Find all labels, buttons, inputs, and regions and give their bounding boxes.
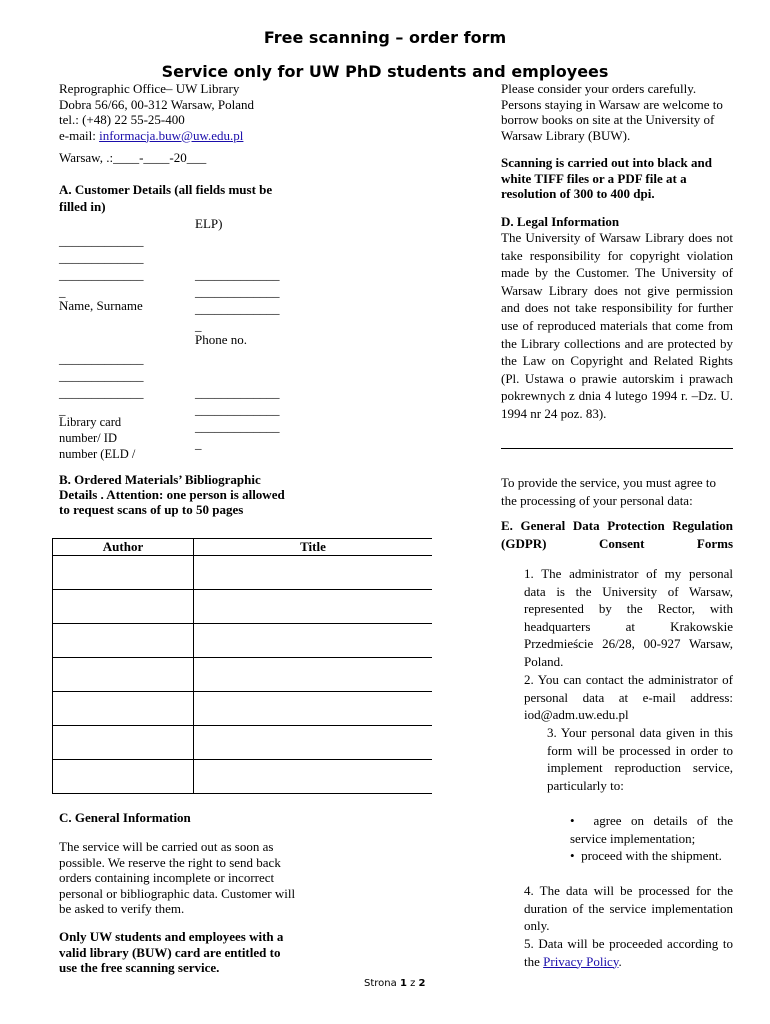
section-b-heading: B. Ordered Materials’ Bibliographic Details . Attention: one person is allowed to request scans of up to 50 pages [59, 472, 285, 517]
phone-blanks [195, 266, 280, 334]
consider-text: Please consider your orders carefully. Persons staying in Warsaw are welcome to borrow books on site at the University of Warsaw Library (BUW). [501, 81, 723, 143]
section-d-heading: D. Legal Information [501, 214, 620, 229]
section-d-text: The University of Warsaw Library does not take responsibility for copyright violation made by the Customer. The University of Warsaw Library does not give permission and does not take responsibility for further use of reproduced materials that come from the Library collections and are protected by the Law on Copyright and Related Rights (Pl. Ustawa o prawie autorskim i prawach pokrewnych z dnia 4 lutego 1994 r. –Dz. U. 1994 nr 24 poz. 83). [501, 230, 733, 421]
email-label: e-mail: [59, 127, 100, 143]
table-row [53, 726, 433, 760]
name-blanks [59, 232, 144, 300]
office-name: Reprographic Office– UW Library [59, 81, 240, 96]
title-cell[interactable] [194, 726, 433, 760]
title-cell[interactable] [194, 658, 433, 692]
divider [501, 448, 733, 449]
table-row [53, 624, 433, 658]
email-link[interactable]: informacja.buw@uw.edu.pl [99, 127, 244, 143]
title-column-header: Title [194, 539, 433, 556]
section-c-note: Only UW students and employees with a valid library (BUW) card are entitled to use the free scanning service. [59, 929, 284, 975]
section-a-heading: A. Customer Details (all fields must be filled in) [59, 182, 273, 214]
page-total: 2 [418, 978, 426, 989]
gdpr-item-3: 3. Your personal data given in this form will be processed in order to implement reproduction service, particularly to: [547, 725, 733, 793]
table-header-row [53, 539, 433, 556]
table-row [53, 658, 433, 692]
author-cell[interactable] [53, 726, 194, 760]
materials-table [52, 538, 432, 794]
office-tel: tel.: (+48) 22 55-25-400 [59, 112, 185, 127]
author-column-header: Author [53, 539, 194, 556]
name-surname-label: Name, Surname [59, 298, 143, 313]
blank-line: _____________ [195, 385, 280, 400]
blank-line: _____________ [195, 267, 280, 282]
section-c-heading: C. General Information [59, 810, 191, 825]
gdpr-item-2: 2. You can contact the administrator of personal data at e-mail address: iod@adm.uw.edu.pl [524, 672, 733, 723]
bullet-text: agree on details of the service implementation; [570, 813, 733, 846]
gdpr-bullet-1 [570, 812, 733, 847]
section-e-intro: To provide the service, you must agree to the processing of your personal data: [501, 475, 716, 508]
office-address: Dobra 56/66, 00-312 Warsaw, Poland [59, 96, 255, 112]
bullet-text: proceed with the shipment. [581, 848, 722, 863]
blank-line: _____________ [59, 368, 144, 383]
author-cell[interactable] [53, 692, 194, 726]
blank-line: _____________ [195, 301, 280, 316]
page-sep: z [406, 978, 419, 989]
blank-line: _____________ [195, 419, 280, 434]
blank-line: _ [59, 402, 66, 417]
date-line: Warsaw, .:____-____-20___ [59, 150, 207, 165]
gdpr-item-1: 1. The administrator of my personal data is the University of Warsaw, represented by the Rector, with headquarters at Krakowskie Przedmieście 26/28, 00-927 Warsaw, Poland. [524, 566, 733, 669]
item5-text: 5. Data will be proceeded according to the [524, 936, 733, 969]
blank-line: _ [195, 436, 202, 451]
elp-label: ELP) [195, 216, 223, 231]
blank-line: _____________ [195, 402, 280, 417]
bullet-icon: • [570, 848, 582, 863]
office-email-line [59, 128, 319, 144]
title-cell[interactable] [194, 624, 433, 658]
author-cell[interactable] [53, 760, 194, 794]
table-row [53, 760, 433, 794]
title-cell[interactable] [194, 760, 433, 794]
page-title: Free scanning – order form [263, 28, 507, 47]
table-row [53, 590, 433, 624]
item5-suffix: . [618, 953, 622, 969]
page-subtitle: Service only for UW PhD students and employees [161, 62, 609, 81]
elp-blanks [195, 384, 280, 452]
author-cell[interactable] [53, 658, 194, 692]
phone-label: Phone no. [195, 332, 247, 347]
gdpr-item-5 [524, 935, 733, 970]
blank-line: _ [59, 284, 66, 299]
blank-line: _____________ [59, 250, 144, 265]
title-cell[interactable] [194, 556, 433, 590]
title-cell[interactable] [194, 692, 433, 726]
author-cell[interactable] [53, 590, 194, 624]
privacy-policy-link[interactable]: Privacy Policy [543, 953, 619, 969]
title-cell[interactable] [194, 590, 433, 624]
scanning-text: Scanning is carried out into black and white TIFF files or a PDF file at a resolution of 300 to 400 dpi. [501, 155, 712, 201]
blank-line: _____________ [59, 267, 144, 282]
blank-line: _____________ [195, 284, 280, 299]
table-row [53, 692, 433, 726]
page-prefix: Strona [364, 978, 400, 989]
blank-line: _____________ [59, 385, 144, 400]
card-blanks [59, 350, 144, 418]
blank-line: _ [195, 318, 202, 333]
author-cell[interactable] [53, 624, 194, 658]
bullet-icon: • [570, 813, 594, 828]
table-row [53, 556, 433, 590]
library-card-label: Library card number/ ID number (ELD / [59, 415, 136, 461]
gdpr-item-4: 4. The data will be processed for the duration of the service implementation only. [524, 883, 733, 934]
blank-line: _____________ [59, 233, 144, 248]
gdpr-bullet-2 [570, 847, 733, 865]
page-number [364, 978, 425, 989]
section-e-heading: E. General Data Protection Regulation (GDPR) Consent Forms [501, 518, 733, 551]
author-cell[interactable] [53, 556, 194, 590]
office-info [59, 81, 319, 143]
section-c-text: The service will be carried out as soon as possible. We reserve the right to send back orders containing incomplete or incorrect personal or bibliographic data. Customer will be asked to verify them. [59, 839, 296, 916]
page-current: 1 [399, 978, 407, 989]
blank-line: _____________ [59, 351, 144, 366]
